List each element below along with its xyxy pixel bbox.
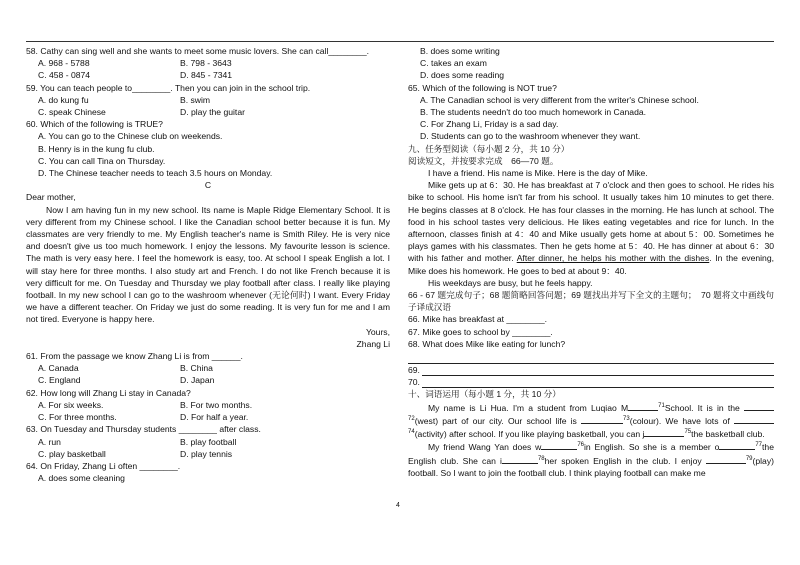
cloze-hint-78: i xyxy=(500,455,502,466)
q63-options-row1 xyxy=(26,436,390,448)
q59-option-a: A. do kung fu xyxy=(38,94,89,105)
blank-number-75: 75 xyxy=(684,429,692,436)
cloze-text: (colour). We have lots of xyxy=(629,415,735,426)
underlined-sentence: After dinner, he helps his mother with the dishes xyxy=(516,253,710,264)
q60-option-d: D. The Chinese teacher needs to teach 3.5 hours on Monday. xyxy=(38,168,273,179)
q65-option-d: D. Students can go to the washroom whenever they want. xyxy=(420,131,641,142)
blank-75[interactable] xyxy=(642,427,684,440)
q61-option-b: B. China xyxy=(180,363,213,374)
q63-option-a: A. run xyxy=(38,436,61,447)
q62-option-b: B. For two months. xyxy=(180,399,253,410)
letter-closing: Yours, xyxy=(365,326,390,337)
q61-options-row1 xyxy=(26,362,390,374)
blank-number-79: 79 xyxy=(745,455,753,462)
page-number: 4 xyxy=(396,502,400,509)
passage-para-3: His weekdays are busy, but he feels happy. xyxy=(428,277,593,288)
left-column xyxy=(26,45,390,484)
section-9-instructions: 阅读短文，并按要求完成 66—70 题。 xyxy=(408,155,559,166)
section-c-heading: C xyxy=(204,180,212,191)
q62-options-row1 xyxy=(26,399,390,411)
q63-option-c: C. play basketball xyxy=(38,448,106,459)
q58-option-a: A. 968 - 5788 xyxy=(38,58,90,69)
section-9-title: 九、任务型阅读（每小题 2 分，共 10 分） xyxy=(408,143,570,154)
blank-number-78: 78 xyxy=(537,455,545,462)
cloze-text: (west) part of our city. Our school life is xyxy=(414,415,582,426)
q60-option-a: A. You can go to the Chinese club on weekends. xyxy=(38,131,223,142)
q64-option-d: D. does some reading xyxy=(420,70,505,81)
question-58: 58. Cathy can sing well and she wants to meet some music lovers. She can call________. xyxy=(26,46,369,56)
blank-71[interactable] xyxy=(628,401,658,411)
cloze-para-1 xyxy=(408,401,774,441)
question-68: 68. What does Mike like eating for lunch? xyxy=(408,338,566,349)
question-63: 63. On Tuesday and Thursday students ________ after class. xyxy=(26,424,261,435)
q65-option-b: B. The students needn't do too much homework in Canada. xyxy=(420,107,647,118)
q65-option-a: A. The Canadian school is very different from the writer's Chinese school. xyxy=(420,94,699,105)
question-64: 64. On Friday, Zhang Li often ________. xyxy=(26,460,181,471)
blank-77[interactable] xyxy=(719,440,755,450)
q64-option-b: B. does some writing xyxy=(420,46,500,56)
answer-line-70[interactable] xyxy=(408,376,774,388)
passage-para-2 xyxy=(408,179,774,277)
cloze-para-2 xyxy=(408,440,774,479)
cloze-text: My name is Li Hua. I'm a student from Luqiao xyxy=(428,402,621,413)
cloze-hint-76: w xyxy=(535,442,542,453)
cloze-text: her spoken English in the club. I enjoy xyxy=(544,455,706,466)
q61-option-d: D. Japan xyxy=(180,375,215,386)
q59-option-c: C. speak Chinese xyxy=(38,107,106,118)
question-65: 65. Which of the following is NOT true? xyxy=(408,82,557,93)
q64-option-a: A. does some cleaning xyxy=(38,473,125,484)
blank-73[interactable] xyxy=(581,414,623,424)
blank-79[interactable] xyxy=(706,454,746,464)
cloze-text: (activity) after school. If you like playing basketball, you can xyxy=(414,429,643,440)
blank-number-74: 74 xyxy=(408,429,415,436)
cloze-text: My friend Wang Yan does xyxy=(428,442,536,453)
question-61: 61. From the passage we know Zhang Li is from ______. xyxy=(26,351,243,362)
letter-signature: Zhang Li xyxy=(356,338,390,349)
passage-para-1: I have a friend. His name is Mike. Here is the day of Mike. xyxy=(428,168,648,179)
blank-number-77: 77 xyxy=(755,442,763,449)
question-66: 66. Mike has breakfast at ________. xyxy=(408,314,548,325)
q64-option-c: C. takes an exam xyxy=(420,58,487,69)
top-rule xyxy=(26,41,774,42)
q59-option-d: D. play the guitar xyxy=(180,107,245,118)
section-10-title: 十、词语运用（每小题 1 分，共 10 分） xyxy=(408,389,561,400)
right-column xyxy=(408,45,774,479)
cloze-text: the English club. She can xyxy=(408,442,774,466)
q63-options-row2 xyxy=(26,448,390,460)
question-69-label: 69. xyxy=(408,365,420,376)
question-59: 59. You can teach people to________. Then you can join in the school trip. xyxy=(26,82,311,93)
q61-option-c: C. England xyxy=(38,375,81,386)
q65-option-c: C. For Zhang Li, Friday is a sad day. xyxy=(420,119,559,130)
q60-option-c: C. You can call Tina on Thursday. xyxy=(38,155,166,166)
blank-number-71: 71 xyxy=(658,402,665,409)
question-70-label: 70. xyxy=(408,377,420,388)
cloze-text: (play) football. So I want to join the football club. I think playing football can make me xyxy=(408,455,774,478)
q61-options-row2 xyxy=(26,374,390,386)
q62-option-a: A. For six weeks. xyxy=(38,399,104,410)
answer-line-68[interactable] xyxy=(408,350,774,364)
cloze-text: in English. So she is a member xyxy=(584,442,715,453)
q62-options-row2 xyxy=(26,411,390,423)
q58-option-b: B. 798 - 3643 xyxy=(180,58,232,69)
passage-para-2-end: . In the evening, Mike does his homework. He goes to bed at about 9：40. xyxy=(408,253,774,276)
q58-options-row2 xyxy=(26,69,390,81)
cloze-hint-77: o xyxy=(714,442,720,453)
blank-78[interactable] xyxy=(502,454,538,464)
question-62: 62. How long will Zhang Li stay in Canada? xyxy=(26,387,191,398)
cloze-text: School. It is in the xyxy=(664,402,745,413)
blank-74[interactable] xyxy=(734,414,774,424)
task-instructions: 66 - 67 题完成句子；68 题简略回答问题；69 题找出并写下全文的主题句； 70 题将文中画线句子译成汉语 xyxy=(408,290,774,313)
q63-option-b: B. play football xyxy=(180,436,237,447)
q58-option-c: C. 458 - 0874 xyxy=(38,70,91,81)
cloze-text: the basketball club. xyxy=(691,429,765,440)
q62-option-c: C. For three months. xyxy=(38,412,117,423)
q58-option-d: D. 845 - 7341 xyxy=(180,70,233,81)
q63-option-d: D. play tennis xyxy=(180,448,233,459)
question-60: 60. Which of the following is TRUE? xyxy=(26,119,163,130)
q59-option-b: B. swim xyxy=(180,94,211,105)
q60-option-b: B. Henry is in the kung fu club. xyxy=(38,143,155,154)
q58-options-row1 xyxy=(26,57,390,69)
question-67: 67. Mike goes to school by ________. xyxy=(408,326,553,337)
q59-options-row2 xyxy=(26,106,390,118)
q62-option-d: D. For half a year. xyxy=(180,412,249,423)
letter-greeting: Dear mother, xyxy=(26,192,76,203)
blank-72[interactable] xyxy=(744,401,774,411)
blank-number-73: 73 xyxy=(623,416,630,423)
q61-option-a: A. Canada xyxy=(38,363,79,374)
letter-body: Now I am having fun in my new school. Its name is Maple Ridge Elementary School. It is very different from my Chinese school. I like the Canadian school better because it is fun. My classmates are very friendly to me. My English teacher's name is Smith Riley. He is very nice and doesn't give us too much homework. I enjoy the lessons. My favourite lesson is science. The math is very easy here. I feel the homework is easy, too. At school I speak English a lot. I will stay here for three months. I also study art and French. I do not like French because it is very difficult for me. On Tuesday and Thursday we play football after class. I really like playing football. In my new school I can go to the washroom whenever (无论何时) I want. Every Friday we have a different teacher. On Friday we just do some reading. It is very fun for me and I am not tired. Everyone is happy here. xyxy=(26,204,390,325)
blank-number-76: 76 xyxy=(577,442,584,449)
blank-76[interactable] xyxy=(541,440,577,450)
cloze-hint-75: j xyxy=(642,429,645,440)
cloze-hint-71: M xyxy=(620,402,629,413)
q59-options-row1 xyxy=(26,94,390,106)
answer-line-69[interactable] xyxy=(408,364,774,376)
blank-number-72: 72 xyxy=(408,416,415,423)
passage-para-2-text: Mike gets up at 6：30. He has breakfast at 7 o'clock and then goes to school. He rides his bike to school. His home isn't far from his school. It usually takes him 10 minutes to get there. He begins classes at 8 o'clock. He has four classes in the morning. He has lunch at school. The food in his school tastes very delicious. He likes eating vegetables and rice for lunch. In the afternoon, classes finish at 4：40 and Mike usually gets home at about 5：00. Sometimes he plays games with his classmates. Then he gets home at 5：40. He has dinner at about 6：30 with his father and mother. xyxy=(408,180,774,264)
